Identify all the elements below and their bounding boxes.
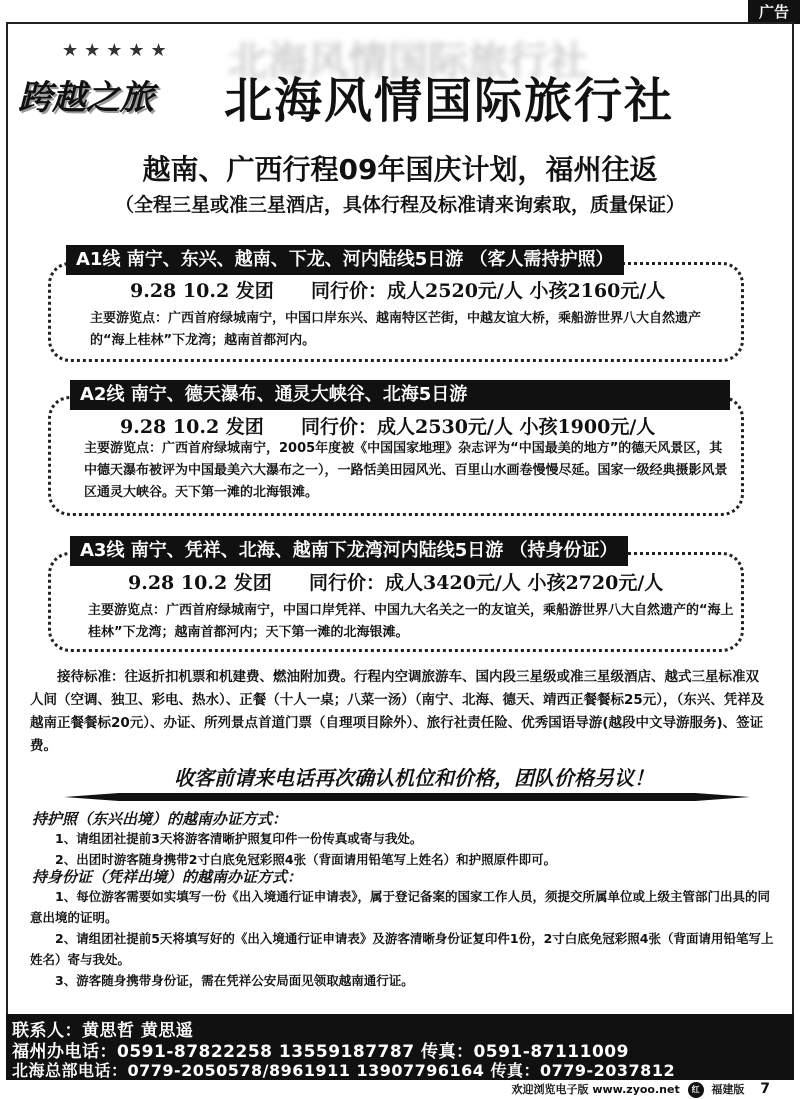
passport-step-1: 1、请组团社提前3天将游客清晰护照复印件一份传真或寄与我处。 [55,831,423,846]
route-a3-price-line [128,568,663,595]
agency-name-shadow: 北海风情国际旅行社 [228,39,588,85]
route-a2-title: A2线 南宁、德天瀑布、通灵大峡谷、北海5日游 [70,380,730,410]
route-a2-dates: 9.28 10.2 发团 [120,416,264,438]
confirm-notice: 收客前请来电话再次确认机位和价格，团队价格另议！ [174,766,654,790]
footer-logo-icon: 红 [688,1082,704,1098]
route-a1-title: A1线 南宁、东兴、越南、下龙、河内陆线5日游 （客人需持护照） [66,245,624,275]
id-procedure-heading: 持身份证（凭祥出境）的越南办证方式： [32,868,303,886]
route-a3-dates: 9.28 10.2 发团 [128,572,272,594]
agency-name: 北海风情国际旅行社 [224,73,675,129]
ad-label: 广告 [748,0,800,24]
footer-edition: 福建版 [711,1083,745,1096]
route-a2-price-line [120,412,655,439]
id-step-1: 1、每位游客需要如实填写一份《出入境通行证申请表》，属于登记备案的国家工作人员，须提交所属单位或上级主管部门出具的同意出境的证明。 [30,889,770,925]
contact-panel [6,1014,794,1080]
route-a3-price: 同行价：成人3420元/人 小孩2720元/人 [309,572,664,594]
route-a3-desc: 主要游览点：广西首府绿城南宁，中国口岸凭祥、中国九大名关之一的友谊关，乘船游世界八大自然遗产的“海上桂林”下龙湾；越南首都河内；天下第一滩的北海银滩。 [88,603,734,640]
passport-step-2: 2、出团时游客随身携带2寸白底免冠彩照4张（背面请用铅笔写上姓名）和护照原件即可。 [55,852,557,867]
footer-site: 欢迎浏览电子版 www.zyoo.net [511,1083,680,1096]
route-a3-title: A3线 南宁、凭祥、北海、越南下龙湾河内陆线5日游 （持身份证） [70,536,628,566]
contact-fuzhou: 福州办电话：0591-87822258 13559187787 传真：0591-87111009 [12,1042,629,1062]
headline: 越南、广西行程09年国庆计划，福州往返 [142,153,658,186]
route-a1-dates: 9.28 10.2 发团 [130,280,274,302]
contact-people: 联系人：黄思哲 黄思遥 [12,1021,194,1041]
route-a1-price-line [130,276,665,303]
route-a2-price: 同行价：成人2530元/人 小孩1900元/人 [301,416,656,438]
route-a1-price: 同行价：成人2520元/人 小孩2160元/人 [311,280,666,302]
route-a1-desc: 主要游览点：广西首府绿城南宁，中国口岸东兴、越南特区芒街，中越友谊大桥，乘船游世界八大自然遗产的“海上桂林”下龙湾；越南首都河内。 [90,311,702,348]
subline: （全程三星或准三星酒店，具体行程及标准请来询索取，质量保证） [114,194,685,216]
route-a2-desc: 主要游览点：广西首府绿城南宁，2005年度被《中国国家地理》杂志评为“中国最美的地方”的德天风景区，其中德天瀑布被评为中国最美六大瀑布之一），一路恬美田园风光、百里山水画卷慢慢尽延。国家一级经典摄影风景区通灵大峡谷。天下第一滩的北海银滩。 [84,441,728,500]
id-step-3: 3、游客随身携带身份证，需在凭祥公安局面见领取越南通行证。 [55,973,414,988]
footer [512,1081,771,1098]
passport-procedure-heading: 持护照（东兴出境）的越南办证方式： [32,810,288,828]
logo [18,40,208,120]
contact-beihai: 北海总部电话：0779-2050578/8961911 13907796164 传真：0779-2037812 [12,1061,676,1080]
service-standards: 接待标准：往返折扣机票和机建费、燃油附加费。行程内空调旅游车、国内段三星级或准三星级酒店、越式三星标准双人间（空调、独卫、彩电、热水）、正餐（十人一桌；八菜一汤）（南宁、北海、德天、靖西正餐餐标25元），（东兴、凭祥及越南正餐餐标20元）、办证、所列景点首道门票（自理项目除外）、旅行社责任险、优秀国语导游(越段中文导游服务)、签证费。 [30,669,765,754]
notice-underline [64,793,750,801]
logo-stars: ★★★★★ [62,40,173,61]
page-number: 7 [760,1081,770,1097]
id-step-2: 2、请组团社提前5天将填写好的《出入境通行证申请表》及游客清晰身份证复印件1份，2寸白底免冠彩照4张（背面请用铅笔写上姓名）寄与我处。 [30,931,774,967]
logo-text: 跨越之旅 [18,78,154,118]
